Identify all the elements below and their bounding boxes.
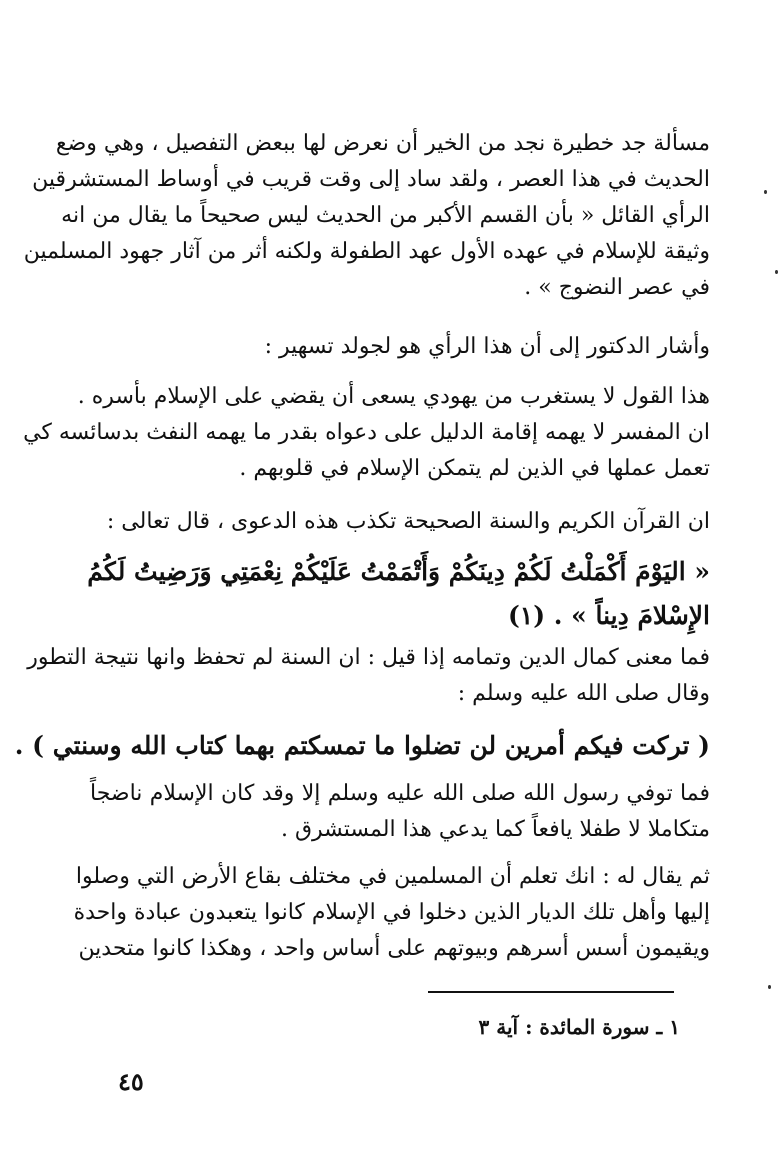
text-line: فما معنى كمال الدين وتمامه إذا قيل : ان السنة لم تحفظ وانها نتيجة التطور xyxy=(27,645,710,670)
text-line: فما توفي رسول الله صلى الله عليه وسلم إلا وقد كان الإسلام ناضجاً xyxy=(90,781,710,806)
text-line: مسألة جد خطيرة نجد من الخير أن نعرض لها ببعض التفصيل ، وهي وضع xyxy=(55,131,710,156)
paragraph-hadith-forgery xyxy=(23,126,710,306)
paragraph-prophet-death xyxy=(90,776,710,848)
text-line: ان القرآن الكريم والسنة الصحيحة تكذب هذه الدعوى ، قال تعالى : xyxy=(106,509,710,534)
hadith-line: ( تركت فيكم أمرين لن تضلوا ما تمسكتم بهما كتاب الله وسنتي ) . xyxy=(14,731,710,760)
paragraph-meaning xyxy=(27,640,710,712)
page-number: ٤٥ xyxy=(118,1067,144,1096)
footnote-divider xyxy=(428,991,674,993)
text-line: وقال صلى الله عليه وسلم : xyxy=(457,681,710,706)
paragraph-quran-intro xyxy=(90,504,710,540)
text-line: ثم يقال له : انك تعلم أن المسلمين في مختلف بقاع الأرض التي وصلوا xyxy=(75,864,710,889)
text-line: هذا القول لا يستغرب من يهودي يسعى أن يقضي على الإسلام بأسره . xyxy=(77,384,710,409)
paragraph-goldziher xyxy=(90,329,710,365)
paragraph-refutation xyxy=(23,379,710,487)
scan-speck xyxy=(775,270,778,274)
text-line: وأشار الدكتور إلى أن هذا الرأي هو لجولد تسهير : xyxy=(264,334,710,359)
text-line: في عصر النضوج » . xyxy=(524,275,710,300)
text-line: وثيقة للإسلام في عهده الأول عهد الطفولة ولكنه أثر من آثار جهود المسلمين xyxy=(23,239,710,264)
footnote: ١ ـ سورة المائدة : آية ٣ xyxy=(478,1015,680,1039)
text-line: الرأي القائل « بأن القسم الأكبر من الحديث ليس صحيحاً ما يقال من انه xyxy=(61,203,710,228)
paragraph-muslims-unity xyxy=(73,859,710,967)
text-line: الحديث في هذا العصر ، ولقد ساد إلى وقت قريب في أوساط المستشرقين xyxy=(32,167,710,192)
text-line: تعمل عملها في الذين لم يتمكن الإسلام في قلوبهم . xyxy=(239,456,710,481)
scan-speck xyxy=(768,985,771,989)
scan-speck xyxy=(764,190,767,194)
hadith-quote xyxy=(14,724,710,768)
verse-line: الإِسْلامَ دِيناً » . (١) xyxy=(507,601,710,630)
text-line: إليها وأهل تلك الديار الذين دخلوا في الإسلام كانوا يتعبدون عبادة واحدة xyxy=(73,900,710,925)
verse-line: « اليَوْمَ أَكْمَلْتُ لَكُمْ دِينَكُمْ وَأَتْمَمْتُ عَلَيْكُمْ نِعْمَتِي وَرَضِيتُ لَكُمُ xyxy=(87,557,710,586)
quran-verse xyxy=(87,550,710,638)
text-line: متكاملا لا طفلا يافعاً كما يدعي هذا المستشرق . xyxy=(280,817,710,842)
text-line: ان المفسر لا يهمه إقامة الدليل على دعواه بقدر ما يهمه النفث بدسائسه كي xyxy=(23,420,710,445)
text-line: ويقيمون أسس أسرهم وبيوتهم على أساس واحد ، وهكذا كانوا متحدين xyxy=(78,936,710,961)
